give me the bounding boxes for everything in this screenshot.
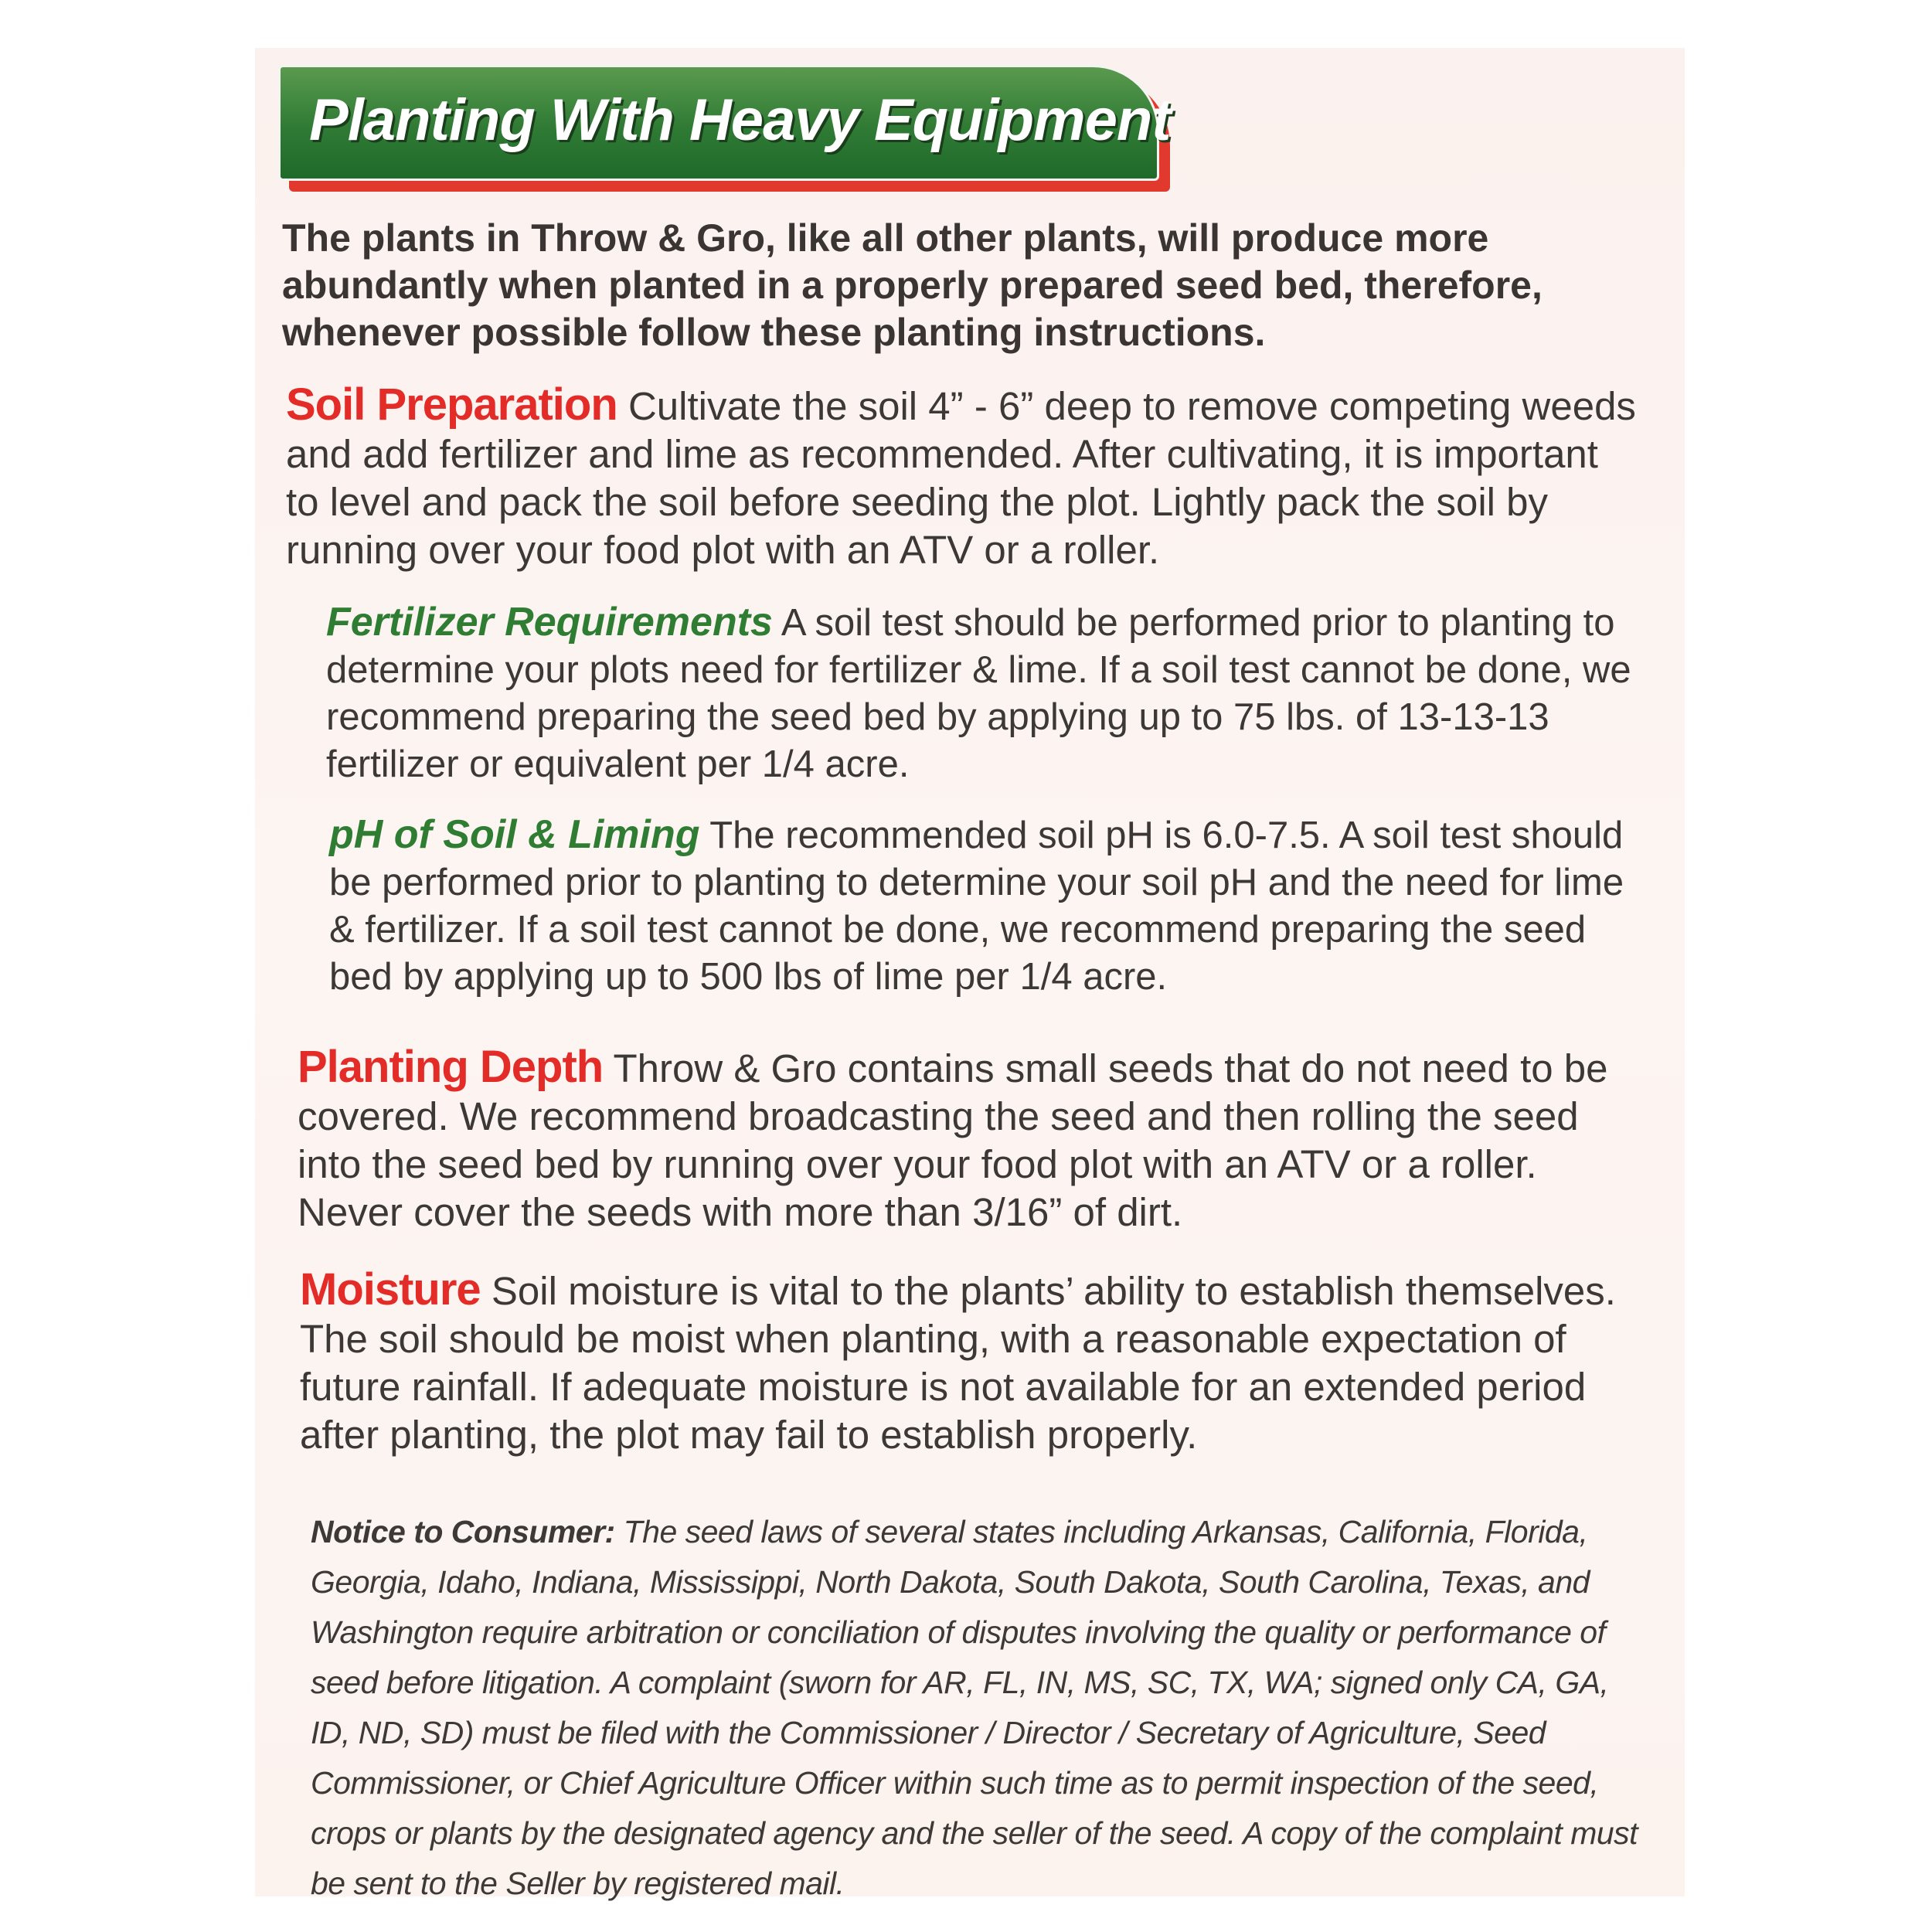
ph-liming-paragraph bbox=[329, 811, 1635, 1001]
soil-preparation-paragraph bbox=[286, 381, 1638, 574]
notice-to-consumer bbox=[311, 1507, 1655, 1909]
fertilizer-paragraph bbox=[326, 599, 1632, 788]
fertilizer-heading: Fertilizer Requirements bbox=[326, 600, 773, 645]
soil-preparation-heading: Soil Preparation bbox=[286, 379, 617, 430]
notice-lead: Notice to Consumer: bbox=[311, 1514, 615, 1549]
moisture-heading: Moisture bbox=[300, 1264, 481, 1315]
notice-text: The seed laws of several states including Arkansas, California, Florida, Georgia, Idaho, Indiana, Mississippi, North Dakota, South Dakota, South Carolina, Texas, and Washington require arbitration or conciliation of disputes involving the quality or performance of seed before litigation. A complaint (sworn for AR, FL, IN, MS, SC, TX, WA; signed only CA, GA, ID, ND, SD) must be filed with the Commissioner / Director / Secretary of Agriculture, Seed Commissioner, or Chief Agriculture Officer within such time as to permit inspection of the seed, crops or plants by the designated agency and the seller of the seed. A copy of the complaint must be sent to the Seller by registered mail. bbox=[311, 1514, 1638, 1901]
moisture-text: Soil moisture is vital to the plants’ ability to establish themselves. The soil should be moist when planting, with a reasonable expectation of future rainfall. If adequate moisture is not available for an extended period after planting, the plot may fail to establish properly. bbox=[300, 1269, 1616, 1457]
ph-liming-heading: pH of Soil & Liming bbox=[329, 812, 700, 857]
moisture-paragraph bbox=[300, 1266, 1645, 1459]
fertilizer-text: A soil test should be performed prior to planting to determine your plots need for fertilizer & lime. If a soil test cannot be done, we recommend preparing the seed bed by applying up to 75 lbs. of 13-13-13 fertilizer or equivalent per 1/4 acre. bbox=[326, 602, 1631, 785]
section-banner bbox=[278, 65, 1175, 196]
banner-title: Planting With Heavy Equipment bbox=[309, 87, 1171, 153]
planting-depth-text: Throw & Gro contains small seeds that do not need to be covered. We recommend broadcasting the seed and then rolling the seed into the seed bed by running over your food plot with an ATV or a roller. Never cover the seeds with more than 3/16” of dirt. bbox=[298, 1046, 1608, 1234]
soil-preparation-text: Cultivate the soil 4” - 6” deep to remove competing weeds and add fertilizer and lime as recommended. After cultivating, it is important to level and pack the soil before seeding the plot. Lightly pack the soil by running over your food plot with an ATV or a roller. bbox=[286, 384, 1636, 572]
ph-liming-text: The recommended soil pH is 6.0-7.5. A soil test should be performed prior to planting to determine your soil pH and the need for lime & fertilizer. If a soil test cannot be done, we recommend preparing the seed bed by applying up to 500 lbs of lime per 1/4 acre. bbox=[329, 815, 1624, 998]
intro-paragraph: The plants in Throw & Gro, like all other plants, will produce more abundantly when planted in a properly prepared seed bed, therefore, whenever possible follow these planting instructions. bbox=[282, 216, 1543, 354]
planting-depth-paragraph bbox=[298, 1043, 1642, 1236]
planting-depth-heading: Planting Depth bbox=[298, 1042, 604, 1092]
